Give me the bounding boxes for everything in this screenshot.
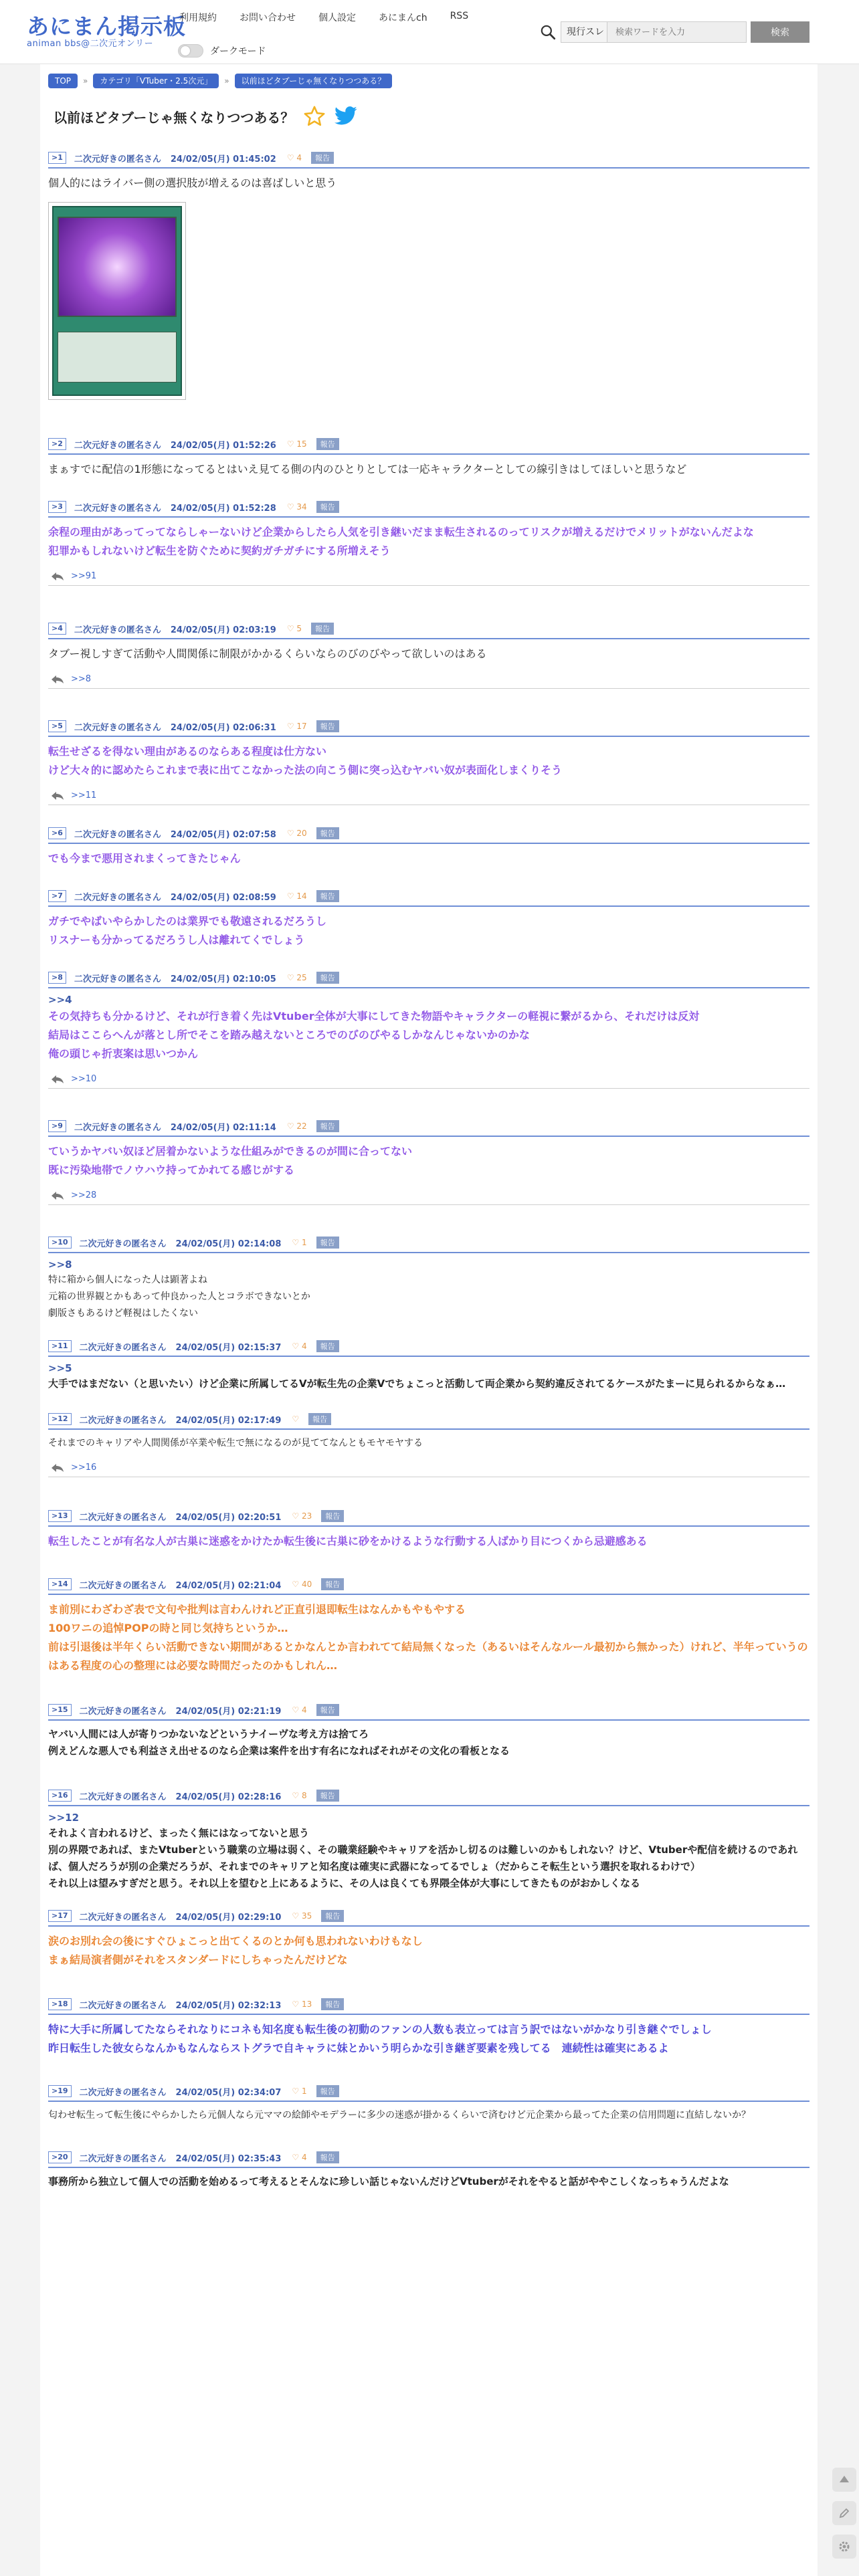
post-list xyxy=(48,148,809,2190)
poster-name: 二次元好きの匿名さん xyxy=(79,1415,167,1426)
top-nav xyxy=(179,11,491,24)
like-button[interactable] xyxy=(292,1341,306,1351)
search-scope-select[interactable]: 現行スレ xyxy=(561,21,607,43)
reply-link[interactable]: >>11 xyxy=(71,790,97,800)
poster-name: 二次元好きの匿名さん xyxy=(74,503,161,514)
post-header xyxy=(48,1995,809,2015)
post-body: ま前別にわざわざ表で文句や批判は言わんけれど正直引退即転生はなんかもやもやする 100ワニの追悼POPの時と同じ気持ちというか… 前は引退後は半年くらい活動できない期間があるとかなんとか言われてて結局無くなった（あるいはそんなルール最初から無かった）けれど、半年っていうのはある程度の心の整理には必要な時間だったのかもしれん… xyxy=(48,1603,808,1672)
like-button[interactable] xyxy=(292,1580,312,1589)
reply-arrow-icon xyxy=(51,791,64,800)
poster-name: 二次元好きの匿名さん xyxy=(74,829,161,840)
report-button[interactable]: 報告 xyxy=(316,1704,339,1716)
write-button[interactable] xyxy=(832,2501,856,2525)
res-number[interactable]: >15 xyxy=(48,1704,72,1716)
gear-icon xyxy=(837,2539,852,2554)
like-button[interactable] xyxy=(292,1705,306,1715)
nav-rss[interactable]: RSS xyxy=(450,11,469,21)
reply-link[interactable]: >>28 xyxy=(71,1190,97,1200)
post xyxy=(48,2148,809,2190)
card-image xyxy=(52,206,182,396)
post-body: 特に箱から個人になった人は顕著よね 元箱の世界観とかもあって仲良かった人とコラボできないとか 劇版さもあるけど軽視はしたくない xyxy=(48,1275,310,1319)
post-header xyxy=(48,619,809,639)
reply-link[interactable]: >>16 xyxy=(71,1463,97,1473)
like-button[interactable] xyxy=(292,2086,306,2096)
breadcrumb-separator: » xyxy=(224,76,229,86)
reply-link[interactable]: >>10 xyxy=(71,1074,97,1084)
post-body: でも今まで悪用されまくってきたじゃん xyxy=(48,852,241,865)
post-header xyxy=(48,717,809,737)
res-number-value: 7 xyxy=(58,891,63,900)
like-button[interactable] xyxy=(292,2000,312,2009)
breadcrumb-thread[interactable]: 以前ほどタブーじゃ無くなりつつある？ xyxy=(235,74,393,88)
post-header xyxy=(48,1786,809,1806)
res-number[interactable]: >11 xyxy=(48,1340,72,1352)
report-button[interactable]: 報告 xyxy=(316,1340,339,1352)
poster-name: 二次元好きの匿名さん xyxy=(79,1580,167,1591)
poster-name: 二次元好きの匿名さん xyxy=(74,974,161,984)
res-number-value: 6 xyxy=(58,829,63,837)
like-count: 17 xyxy=(296,722,307,731)
poster-name: 二次元好きの匿名さん xyxy=(79,2000,167,2011)
report-button[interactable]: 報告 xyxy=(321,1578,344,1590)
like-button[interactable] xyxy=(292,1911,312,1921)
heart-icon: ♡ xyxy=(286,973,294,982)
search-bar xyxy=(539,21,809,43)
like-count: 23 xyxy=(302,1511,312,1521)
pencil-icon xyxy=(838,2506,851,2520)
post-date: 24/02/05(月) 02:07:58 xyxy=(170,829,276,840)
poster-name: 二次元好きの匿名さん xyxy=(79,1792,167,1802)
post xyxy=(48,1507,809,1551)
res-number-value: 10 xyxy=(58,1238,68,1247)
heart-icon: ♡ xyxy=(286,502,294,512)
post xyxy=(48,1786,809,1892)
report-button[interactable]: 報告 xyxy=(311,623,334,635)
heart-icon: ♡ xyxy=(292,2153,300,2162)
res-number[interactable]: >10 xyxy=(48,1237,72,1249)
res-number[interactable]: >4 xyxy=(48,623,66,635)
like-count: 13 xyxy=(302,2000,312,2009)
post xyxy=(48,824,809,868)
post-header xyxy=(48,2148,809,2168)
post-date: 24/02/05(月) 02:10:05 xyxy=(170,974,276,984)
post-date: 24/02/05(月) 02:17:49 xyxy=(175,1415,282,1426)
post-body: それよく言われるけど、まったく無にはなってないと思う 別の界隈であれば、またVtuberという職業の立場は弱く、その職業経験やキャリアを活かし切るのは難しいのかもしれない？けど、Vtuberや配信を続けるのであれば、個人だろうが別の企業だろうが、それまでのキャリアと知名度は確実に武器になってるでしょ（だからこそ転生という選択を取れるわけで） それ以上は望みすぎだと思う。それ以上を望むと上にあるように、その人は良くても界隈全体が大事にしてきたものがおかしくなる xyxy=(48,1827,798,1889)
thread-main xyxy=(40,64,818,2576)
scroll-top-button[interactable] xyxy=(832,2468,856,2492)
post xyxy=(48,435,809,479)
like-button[interactable] xyxy=(287,439,307,449)
post-date: 24/02/05(月) 02:28:16 xyxy=(175,1792,282,1802)
res-number-value: 1 xyxy=(58,153,63,162)
report-button[interactable]: 報告 xyxy=(316,890,339,902)
res-number[interactable]: >14 xyxy=(48,1578,72,1590)
post-date: 24/02/05(月) 02:11:14 xyxy=(170,1122,276,1133)
favorite-star-icon[interactable] xyxy=(303,105,326,128)
nav-settings[interactable]: 個人設定 xyxy=(318,13,356,23)
reply-anchor[interactable]: >>8 xyxy=(48,1259,72,1271)
like-count: 4 xyxy=(296,153,302,163)
res-number[interactable]: >9 xyxy=(48,1120,66,1132)
report-button[interactable]: 報告 xyxy=(316,720,339,732)
heart-icon: ♡ xyxy=(292,1580,300,1589)
like-button[interactable] xyxy=(287,502,307,512)
heart-icon: ♡ xyxy=(286,624,294,633)
site-logo[interactable] xyxy=(27,15,186,49)
site-header xyxy=(0,0,859,64)
res-number-value: 14 xyxy=(58,1580,68,1588)
post-body: 転生したことが有名な人が古巣に迷惑をかけたか転生後に古巣に砂をかけるような行動する人ばかり目につくから忌避感ある xyxy=(48,1535,648,1547)
post-body: 事務所から独立して個人での活動を始めるって考えるとそんなに珍しい話じゃないんだけどVtuberがそれをやると話がややこしくなっちゃうんだよな xyxy=(48,2175,729,2187)
like-button[interactable] xyxy=(287,891,307,901)
like-button[interactable] xyxy=(292,2153,306,2162)
nav-contact[interactable]: お問い合わせ xyxy=(240,13,296,23)
res-number[interactable]: >19 xyxy=(48,2085,72,2097)
post xyxy=(48,1410,809,1477)
like-button[interactable] xyxy=(292,1511,312,1521)
report-button[interactable]: 報告 xyxy=(316,972,339,984)
reply-anchor[interactable]: >>5 xyxy=(48,1362,72,1374)
report-button[interactable]: 報告 xyxy=(316,2151,339,2163)
post-date: 24/02/05(月) 02:32:13 xyxy=(175,2000,282,2011)
like-button[interactable] xyxy=(292,1414,299,1424)
post xyxy=(48,1995,809,2058)
heart-icon: ♡ xyxy=(286,1121,294,1131)
post-date: 24/02/05(月) 02:29:10 xyxy=(175,1912,282,1923)
post-header xyxy=(48,435,809,455)
heart-icon: ♡ xyxy=(286,722,294,731)
heart-icon: ♡ xyxy=(286,153,294,163)
side-tools xyxy=(832,2468,856,2559)
post-header xyxy=(48,1575,809,1595)
like-count: 4 xyxy=(302,1341,307,1351)
heart-icon: ♡ xyxy=(292,1414,300,1424)
page-title: 以前ほどタブーじゃ無くなりつつある？ xyxy=(54,109,294,126)
poster-name: 二次元好きの匿名さん xyxy=(74,1122,161,1133)
like-button[interactable] xyxy=(287,973,307,982)
res-number-value: 19 xyxy=(58,2086,68,2095)
replies-bar xyxy=(48,1070,809,1089)
heart-icon: ♡ xyxy=(292,2086,300,2096)
heart-icon: ♡ xyxy=(292,2000,300,2009)
arrow-up-icon xyxy=(838,2473,851,2486)
res-number-value: 3 xyxy=(58,502,63,511)
post-body: 転生せざるを得ない理由があるのならある程度は仕方ない けど大々的に認めたらこれまで表に出てこなかった法の向こう側に突っ込むヤバい奴が表面化しまくりそう xyxy=(48,745,563,776)
replies-bar xyxy=(48,786,809,805)
replies-bar xyxy=(48,1459,809,1477)
post-body: ていうかヤバい奴ほど居着かないような仕組みができるのが間に合ってない 既に汚染地帯でノウハウ持ってかれてる感じがする xyxy=(48,1145,413,1176)
post xyxy=(48,1701,809,1759)
toggle-knob xyxy=(181,46,190,56)
post-date: 24/02/05(月) 02:35:43 xyxy=(175,2153,282,2164)
post-image[interactable] xyxy=(48,202,186,400)
replies-bar xyxy=(48,1186,809,1205)
post-body: それまでのキャリアや人間関係が卒業や転生で無になるのが見ててなんともモヤモヤする xyxy=(48,1438,423,1448)
heart-icon: ♡ xyxy=(292,1511,300,1521)
heart-icon: ♡ xyxy=(286,891,294,901)
breadcrumb-category[interactable]: カテゴリ「VTuber・2.5次元」 xyxy=(93,74,219,88)
res-number-value: 16 xyxy=(58,1791,68,1800)
poster-name: 二次元好きの匿名さん xyxy=(79,1342,167,1353)
res-number-value: 18 xyxy=(58,2000,68,2008)
reply-arrow-icon xyxy=(51,1075,64,1084)
report-button[interactable]: 報告 xyxy=(316,1790,339,1802)
heart-icon: ♡ xyxy=(292,1705,300,1715)
logo-subtitle: animan bbs@二次元オンリー xyxy=(27,39,154,49)
post xyxy=(48,498,809,586)
post xyxy=(48,148,809,400)
poster-name: 二次元好きの匿名さん xyxy=(79,1706,167,1717)
post-date: 24/02/05(月) 02:08:59 xyxy=(170,892,276,903)
like-count: 4 xyxy=(302,1705,307,1715)
reply-link[interactable]: >>91 xyxy=(71,571,97,581)
heart-icon: ♡ xyxy=(286,829,294,838)
post-body: ガチでやばいやらかしたのは業界でも敬遠されるだろうし リスナーも分かってるだろうし人は離れてくでしょう xyxy=(48,915,327,946)
res-number[interactable]: >2 xyxy=(48,438,66,450)
reply-anchor[interactable]: >>4 xyxy=(48,994,72,1006)
post-date: 24/02/05(月) 01:52:28 xyxy=(170,503,276,514)
like-count: 34 xyxy=(296,502,307,512)
report-button[interactable]: 報告 xyxy=(316,2085,339,2097)
like-button[interactable] xyxy=(292,1791,306,1800)
like-button[interactable] xyxy=(287,829,307,838)
res-number[interactable]: >18 xyxy=(48,1998,72,2010)
dark-mode-toggle[interactable] xyxy=(178,44,266,58)
nav-terms[interactable]: 利用規約 xyxy=(179,13,217,23)
logo-title: あにまん掲示板 xyxy=(27,13,186,39)
like-count: 14 xyxy=(296,891,307,901)
post xyxy=(48,1337,809,1392)
res-number[interactable]: >17 xyxy=(48,1910,72,1922)
report-button[interactable]: 報告 xyxy=(316,827,339,839)
res-number-value: 17 xyxy=(58,1911,68,1920)
post-body: 涙のお別れ会の後にすぐひょこっと出てくるのとか何も思われないわけもなし まぁ結局演者側がそれをスタンダードにしちゃったんだけどな xyxy=(48,1935,423,1966)
post-header xyxy=(48,1337,809,1357)
report-button[interactable]: 報告 xyxy=(321,1910,344,1922)
post-body: 大手ではまだない（と思いたい）けど企業に所属してるVが転生先の企業Vでちょこっと活動して両企業から契約違反されてるケースがたまーに見られるからなぁ… xyxy=(48,1378,786,1390)
like-count: 35 xyxy=(302,1911,312,1921)
report-button[interactable]: 報告 xyxy=(316,1120,339,1132)
twitter-share-icon[interactable] xyxy=(334,106,358,127)
post-date: 24/02/05(月) 02:14:08 xyxy=(175,1239,282,1249)
post-header xyxy=(48,887,809,907)
post-date: 24/02/05(月) 01:45:02 xyxy=(170,154,276,165)
res-number[interactable]: >5 xyxy=(48,720,66,732)
like-count: 22 xyxy=(296,1121,307,1131)
post-header xyxy=(48,498,809,518)
post-body: 余程の理由があってってならしゃーないけど企業からしたら人気を引き継いだまま転生されるのってリスクが増えるだけでメリットがないんだよな 犯罪かもしれないけど転生を防ぐために契約ガチガチにする所増えそう xyxy=(48,526,754,557)
post-header xyxy=(48,2082,809,2102)
poster-name: 二次元好きの匿名さん xyxy=(79,1912,167,1923)
report-button[interactable]: 報告 xyxy=(316,1237,339,1249)
post xyxy=(48,1233,809,1322)
like-count: 15 xyxy=(296,439,307,449)
post-body: ヤバい人間には人が寄りつかないなどというナイーヴな考え方は捨てろ 例えどんな悪人でも利益さえ出せるのなら企業は案件を出す有名になればそれがその文化の看板となる xyxy=(48,1728,510,1757)
like-count: 8 xyxy=(302,1791,307,1800)
poster-name: 二次元好きの匿名さん xyxy=(79,1512,167,1523)
heart-icon: ♡ xyxy=(286,439,294,449)
poster-name: 二次元好きの匿名さん xyxy=(79,2153,167,2164)
post-date: 24/02/05(月) 02:06:31 xyxy=(170,722,276,733)
heart-icon: ♡ xyxy=(292,1238,300,1247)
like-count: 25 xyxy=(296,973,307,982)
post xyxy=(48,1907,809,1969)
report-button[interactable]: 報告 xyxy=(311,152,334,164)
report-button[interactable]: 報告 xyxy=(321,1998,344,2010)
like-count: 1 xyxy=(302,2086,307,2096)
heart-icon: ♡ xyxy=(292,1911,300,1921)
reply-arrow-icon xyxy=(51,572,64,581)
report-button[interactable]: 報告 xyxy=(308,1413,331,1425)
post-date: 24/02/05(月) 02:15:37 xyxy=(175,1342,282,1353)
search-button[interactable]: 検索 xyxy=(751,21,809,43)
post xyxy=(48,1575,809,1675)
res-number-value: 9 xyxy=(58,1121,63,1130)
poster-name: 二次元好きの匿名さん xyxy=(74,892,161,903)
reply-link[interactable]: >>8 xyxy=(71,674,92,684)
post-header xyxy=(48,1410,809,1430)
like-count: 40 xyxy=(302,1580,312,1589)
res-number-value: 5 xyxy=(58,722,63,730)
poster-name: 二次元好きの匿名さん xyxy=(74,722,161,733)
like-button[interactable] xyxy=(287,722,307,731)
res-number-value: 20 xyxy=(58,2153,68,2161)
post-header xyxy=(48,1117,809,1137)
settings-button[interactable] xyxy=(832,2535,856,2559)
post-header xyxy=(48,148,809,169)
reply-arrow-icon xyxy=(51,675,64,684)
res-number[interactable]: >1 xyxy=(48,152,66,164)
post-header xyxy=(48,824,809,844)
res-number-value: 13 xyxy=(58,1511,68,1520)
res-number-value: 4 xyxy=(58,624,63,633)
heart-icon: ♡ xyxy=(292,1791,300,1800)
breadcrumb-top[interactable]: TOP xyxy=(48,74,78,88)
post-date: 24/02/05(月) 02:34:07 xyxy=(175,2087,282,2098)
replies-bar xyxy=(48,670,809,689)
report-button[interactable]: 報告 xyxy=(321,1510,344,1522)
reply-arrow-icon xyxy=(51,1191,64,1200)
like-count: 1 xyxy=(302,1238,307,1247)
post xyxy=(48,968,809,1089)
like-button[interactable] xyxy=(287,624,302,633)
like-count: 5 xyxy=(296,624,302,633)
like-button[interactable] xyxy=(287,153,302,163)
post-header xyxy=(48,968,809,988)
res-number[interactable]: >6 xyxy=(48,827,66,839)
post-header xyxy=(48,1907,809,1927)
post-header xyxy=(48,1507,809,1527)
res-number-value: 15 xyxy=(58,1705,68,1714)
report-button[interactable]: 報告 xyxy=(316,501,339,513)
post-header xyxy=(48,1233,809,1253)
reply-arrow-icon xyxy=(51,1463,64,1473)
post-body: 匂わせ転生って転生後にやらかしたら元個人なら元ママの絵師やモデラーに多少の迷惑が掛かるくらいで済むけど元企業から最ってた企業の信用問題に直結しないか？ xyxy=(48,2110,751,2121)
res-number[interactable]: >12 xyxy=(48,1413,72,1425)
poster-name: 二次元好きの匿名さん xyxy=(74,625,161,635)
post xyxy=(48,2082,809,2124)
dark-mode-label: ダークモード xyxy=(210,46,266,57)
res-number[interactable]: >3 xyxy=(48,501,66,513)
post xyxy=(48,717,809,805)
post xyxy=(48,887,809,950)
res-number[interactable]: >8 xyxy=(48,972,66,984)
thread-title-row xyxy=(54,104,809,128)
res-number[interactable]: >16 xyxy=(48,1790,72,1802)
like-count: 4 xyxy=(302,2153,307,2162)
res-number[interactable]: >13 xyxy=(48,1510,72,1522)
search-icon xyxy=(539,23,557,41)
replies-bar xyxy=(48,567,809,586)
post-date: 24/02/05(月) 02:21:19 xyxy=(175,1706,282,1717)
post-body: 個人的にはライバー側の選択肢が増えるのは喜ばしいと思う xyxy=(48,177,337,189)
poster-name: 二次元好きの匿名さん xyxy=(79,1239,167,1249)
post-date: 24/02/05(月) 02:03:19 xyxy=(170,625,276,635)
post-body: 特に大手に所属してたならそれなりにコネも知名度も転生後の初動のファンの人数も表立っては言う訳ではないがかなり引き継ぐでしょし 昨日転生した彼女らなんかもなんならストグラで自キャラに妹とかいう明らかな引き継ぎ要素を残してる 連続性は確実にあるよ xyxy=(48,2023,712,2054)
post-body: その気持ちも分かるけど、それが行き着く先はVtuber全体が大事にしてきた物語やキャラクターの軽視に繋がるから、それだけは反対 結局はここらへんが落とし所でそこを踏み越えないところでのびのびやるしかなんじゃないかのかな 俺の頭じゃ折衷案は思いつかん xyxy=(48,1010,700,1060)
res-number-value: 11 xyxy=(58,1341,68,1350)
like-button[interactable] xyxy=(292,1238,306,1247)
search-input[interactable] xyxy=(607,21,747,43)
toggle-switch[interactable] xyxy=(178,44,203,58)
breadcrumb-separator: » xyxy=(83,76,88,86)
like-button[interactable] xyxy=(287,1121,307,1131)
post-body: まぁすでに配信の1形態になってるとはいえ見てる側の内のひとりとしては一応キャラクターとしての線引きはしてほしいと思うなど xyxy=(48,463,687,475)
poster-name: 二次元好きの匿名さん xyxy=(79,2087,167,2098)
heart-icon: ♡ xyxy=(292,1341,300,1351)
post-header xyxy=(48,1701,809,1721)
like-count: 20 xyxy=(296,829,307,838)
post-date: 24/02/05(月) 02:21:04 xyxy=(175,1580,282,1591)
post-date: 24/02/05(月) 01:52:26 xyxy=(170,440,276,451)
poster-name: 二次元好きの匿名さん xyxy=(74,440,161,451)
report-button[interactable]: 報告 xyxy=(316,438,339,450)
res-number[interactable]: >7 xyxy=(48,890,66,902)
res-number[interactable]: >20 xyxy=(48,2151,72,2163)
post-date: 24/02/05(月) 02:20:51 xyxy=(175,1512,282,1523)
nav-animanch[interactable]: あにまんch xyxy=(379,13,427,23)
post xyxy=(48,1117,809,1205)
post xyxy=(48,619,809,689)
res-number-value: 8 xyxy=(58,973,63,982)
reply-anchor[interactable]: >>12 xyxy=(48,1812,80,1824)
breadcrumb xyxy=(48,74,809,88)
poster-name: 二次元好きの匿名さん xyxy=(74,154,161,165)
res-number-value: 2 xyxy=(58,439,63,448)
post-body: タブー視しすぎて活動や人間関係に制限がかかるくらいならのびのびやって欲しいのはある xyxy=(48,647,487,660)
res-number-value: 12 xyxy=(58,1414,68,1423)
